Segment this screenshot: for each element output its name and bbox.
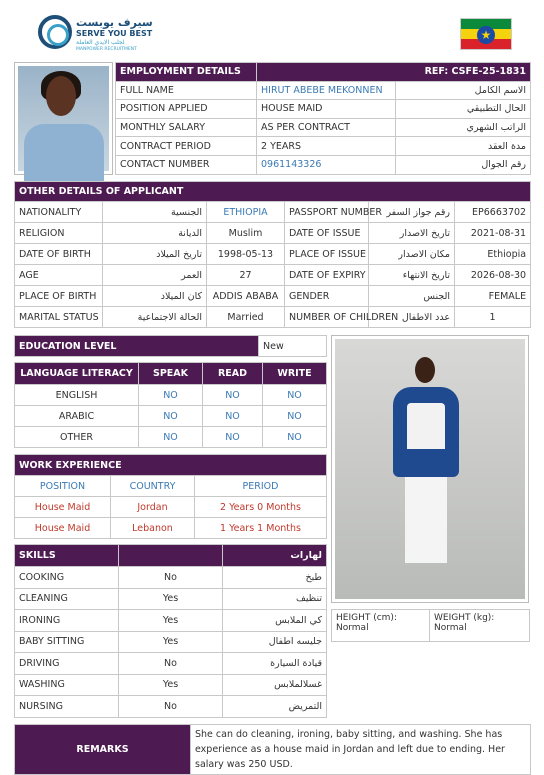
skill-ar: غسلالملابس [223, 674, 327, 696]
contract-value: 2 YEARS [257, 137, 396, 156]
expiry-label: DATE OF EXPIRY [285, 265, 369, 286]
work-experience [14, 454, 326, 539]
gender-value: FEMALE [455, 286, 531, 307]
dob-ar: تاريخ الميلاد [103, 244, 207, 265]
company-logo [38, 15, 153, 55]
skill-value: No [119, 653, 223, 675]
speak-header: SPEAK [139, 363, 203, 385]
skill-name: CLEANING [15, 588, 119, 610]
issue-date-ar: تاريخ الاصدار [369, 223, 455, 244]
employment-details [115, 62, 530, 175]
gender-label: GENDER [285, 286, 369, 307]
work-position: House Maid [15, 518, 111, 539]
skills-title-ar: لهارات [223, 545, 327, 567]
children-ar: عدد الاطفال [369, 307, 455, 328]
contract-label: CONTRACT PERIOD [116, 137, 257, 156]
read-value: NO [203, 427, 263, 448]
work-country: Lebanon [111, 518, 195, 539]
skill-value: Yes [119, 674, 223, 696]
education-value: New [259, 336, 327, 357]
skill-value: No [119, 567, 223, 589]
logo-english: SERVE YOU BEST [76, 29, 153, 38]
religion-ar: الديانة [103, 223, 207, 244]
write-header: WRITE [263, 363, 327, 385]
pob-label: PLACE OF BIRTH [15, 286, 103, 307]
skill-value: No [119, 696, 223, 718]
position-header: POSITION [15, 476, 111, 497]
marital-value: Married [207, 307, 285, 328]
skill-name: BABY SITTING [15, 631, 119, 653]
marital-ar: الحالة الاجتماعية [103, 307, 207, 328]
work-period: 1 Years 1 Months [195, 518, 327, 539]
marital-label: MARITAL STATUS [15, 307, 103, 328]
weight-value: Normal [434, 623, 467, 633]
work-period: 2 Years 0 Months [195, 497, 327, 518]
country-header: COUNTRY [111, 476, 195, 497]
dob-value: 1998-05-13 [207, 244, 285, 265]
skill-ar: كي الملابس [223, 610, 327, 632]
position-label: POSITION APPLIED [116, 100, 257, 119]
work-position: House Maid [15, 497, 111, 518]
skill-name: NURSING [15, 696, 119, 718]
work-country: Jordan [111, 497, 195, 518]
read-value: NO [203, 385, 263, 406]
skill-ar: طبخ [223, 567, 327, 589]
measurements [331, 609, 529, 642]
passport-label: PASSPORT NUMBER [285, 202, 369, 223]
remarks [14, 724, 530, 775]
skill-ar: تنظيف [223, 588, 327, 610]
remarks-text: She can do cleaning, ironing, baby sitting, and washing. She has experience as a house maid in Jordan and left due to ending. Her salary was 250 USD. [191, 725, 531, 775]
age-ar: العمر [103, 265, 207, 286]
contact-ar: رقم الجوال [396, 155, 531, 174]
write-value: NO [263, 406, 327, 427]
issue-place-value: Ethiopia [455, 244, 531, 265]
skills [14, 544, 326, 718]
issue-date-label: DATE OF ISSUE [285, 223, 369, 244]
speak-value: NO [139, 385, 203, 406]
passport-value: EP6663702 [455, 202, 531, 223]
contact-value: 0961143326 [257, 155, 396, 174]
read-header: READ [203, 363, 263, 385]
other-details [14, 181, 530, 328]
other-details-title: OTHER DETAILS OF APPLICANT [15, 182, 531, 202]
language-name: OTHER [15, 427, 139, 448]
weight-label: WEIGHT (kg): [434, 613, 495, 623]
nationality-ar: الجنسية [103, 202, 207, 223]
salary-value: AS PER CONTRACT [257, 118, 396, 137]
height-value: Normal [336, 623, 369, 633]
contract-ar: مدة العقد [396, 137, 531, 156]
issue-place-ar: مكان الاصدار [369, 244, 455, 265]
skill-ar: التمريض [223, 696, 327, 718]
contact-label: CONTACT NUMBER [116, 155, 257, 174]
pob-ar: كان الميلاد [103, 286, 207, 307]
salary-ar: الراتب الشهري [396, 118, 531, 137]
skill-value: Yes [119, 631, 223, 653]
expiry-value: 2026-08-30 [455, 265, 531, 286]
children-value: 1 [455, 307, 531, 328]
skill-name: COOKING [15, 567, 119, 589]
skills-title: SKILLS [15, 545, 119, 567]
full-name-ar: الاسم الكامل [396, 81, 531, 100]
logo-subtitle: MANPOWER RECRUITMENT [76, 47, 137, 52]
nationality-value: ETHIOPIA [207, 202, 285, 223]
remarks-title: REMARKS [15, 725, 191, 775]
work-title: WORK EXPERIENCE [15, 455, 327, 476]
skill-value: Yes [119, 588, 223, 610]
height-label: HEIGHT (cm): [336, 613, 397, 623]
logo-arabic: سيرف يوبست [76, 16, 153, 29]
applicant-full-photo [331, 335, 529, 603]
ethiopia-flag-icon: ★ [460, 18, 512, 50]
education-level [14, 335, 326, 357]
language-name: ENGLISH [15, 385, 139, 406]
skill-name: WASHING [15, 674, 119, 696]
speak-value: NO [139, 427, 203, 448]
language-literacy [14, 362, 326, 448]
skill-ar: جليسه اطفال [223, 631, 327, 653]
religion-value: Muslim [207, 223, 285, 244]
salary-label: MONTHLY SALARY [116, 118, 257, 137]
full-name-value: HIRUT ABEBE MEKONNEN [257, 81, 396, 100]
applicant-photo [14, 62, 113, 175]
age-value: 27 [207, 265, 285, 286]
nationality-label: NATIONALITY [15, 202, 103, 223]
language-name: ARABIC [15, 406, 139, 427]
write-value: NO [263, 385, 327, 406]
pob-value: ADDIS ABABA [207, 286, 285, 307]
speak-value: NO [139, 406, 203, 427]
write-value: NO [263, 427, 327, 448]
employment-title: EMPLOYMENT DETAILS [116, 63, 257, 82]
issue-date-value: 2021-08-31 [455, 223, 531, 244]
logo-arabic-sub: لجلب الايدي العاملة [76, 39, 125, 46]
religion-label: RELIGION [15, 223, 103, 244]
position-value: HOUSE MAID [257, 100, 396, 119]
expiry-ar: تاريخ الانتهاء [369, 265, 455, 286]
read-value: NO [203, 406, 263, 427]
age-label: AGE [15, 265, 103, 286]
skill-value: Yes [119, 610, 223, 632]
passport-ar: رقم جواز السفر [369, 202, 455, 223]
position-ar: الحال التطبيقي [396, 100, 531, 119]
skill-name: IRONING [15, 610, 119, 632]
full-name-label: FULL NAME [116, 81, 257, 100]
reference-number: REF: CSFE-25-1831 [257, 63, 531, 82]
skill-name: DRIVING [15, 653, 119, 675]
children-label: NUMBER OF CHILDREN [285, 307, 369, 328]
skill-ar: قيادة السيارة [223, 653, 327, 675]
period-header: PERIOD [195, 476, 327, 497]
issue-place-label: PLACE OF ISSUE [285, 244, 369, 265]
education-title: EDUCATION LEVEL [15, 336, 259, 357]
language-header: LANGUAGE LITERACY [15, 363, 139, 385]
gender-ar: الجنس [369, 286, 455, 307]
logo-mark-icon [38, 15, 72, 49]
dob-label: DATE OF BIRTH [15, 244, 103, 265]
